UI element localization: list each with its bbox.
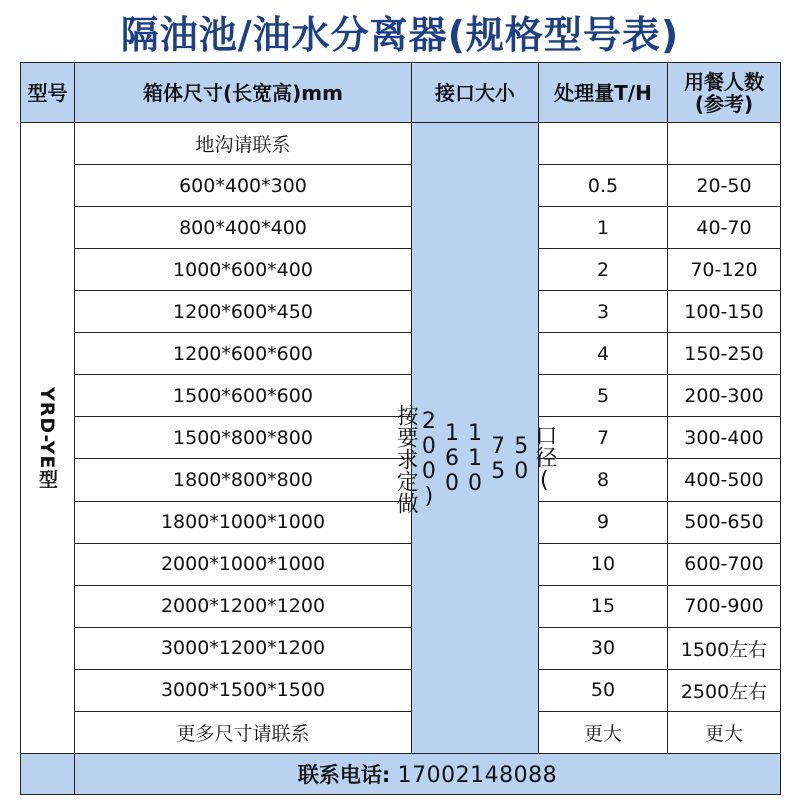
diners-cell: 200-300 [668, 375, 781, 417]
header-model: 型号 [21, 63, 75, 123]
table-row [21, 123, 781, 165]
page-title: 隔油池/油水分离器(规格型号表) [120, 12, 680, 57]
capacity-cell: 5 [539, 375, 668, 417]
table-row [21, 207, 781, 249]
capacity-cell: 3 [539, 291, 668, 333]
size-cell: 地沟请联系 [75, 123, 412, 165]
size-cell: 3000*1500*1500 [75, 669, 412, 711]
diners-cell: 600-700 [668, 543, 781, 585]
capacity-cell: 1 [539, 207, 668, 249]
table-header-row [21, 63, 781, 123]
footer-row [21, 753, 781, 794]
diners-cell: 500-650 [668, 501, 781, 543]
size-cell: 1500*800*800 [75, 417, 412, 459]
capacity-cell: 7 [539, 417, 668, 459]
header-capacity: 处理量T/H [539, 63, 668, 123]
model-cell [21, 123, 75, 754]
diners-cell: 20-50 [668, 165, 781, 207]
capacity-cell: 15 [539, 585, 668, 627]
table-row [21, 543, 781, 585]
capacity-cell: 50 [539, 669, 668, 711]
table-row [21, 249, 781, 291]
diners-cell: 700-900 [668, 585, 781, 627]
header-dimensions: 箱体尺寸(长宽高)mm [75, 63, 412, 123]
contact-label: 联系电话: [297, 762, 391, 787]
diners-cell: 2500左右 [668, 669, 781, 711]
diners-cell: 300-400 [668, 417, 781, 459]
size-cell: 1200*600*600 [75, 333, 412, 375]
size-cell: 800*400*400 [75, 207, 412, 249]
contact-phone: 17002148088 [397, 762, 558, 788]
table-row [21, 585, 781, 627]
size-cell: 1800*800*800 [75, 459, 412, 501]
diners-cell: 400-500 [668, 459, 781, 501]
diners-cell: 70-120 [668, 249, 781, 291]
size-cell: 600*400*300 [75, 165, 412, 207]
table-row [21, 669, 781, 711]
size-cell: 3000*1200*1200 [75, 627, 412, 669]
capacity-cell: 9 [539, 501, 668, 543]
header-diners: 用餐人数 (参考) [668, 63, 781, 123]
size-cell: 1500*600*600 [75, 375, 412, 417]
capacity-cell [539, 123, 668, 165]
spec-table [20, 62, 781, 795]
port-size-text: 口径( 50 75 110 160 200) 按要求定做 [393, 403, 557, 514]
table-row [21, 711, 781, 753]
size-cell: 1000*600*400 [75, 249, 412, 291]
capacity-cell: 更大 [539, 711, 668, 753]
diners-cell: 150-250 [668, 333, 781, 375]
header-port: 接口大小 [412, 63, 539, 123]
capacity-cell: 4 [539, 333, 668, 375]
diners-cell: 更大 [668, 711, 781, 753]
table-row [21, 627, 781, 669]
contact-cell [75, 753, 781, 794]
size-cell: 1200*600*450 [75, 291, 412, 333]
model-name: YRD-YE型 [36, 386, 58, 490]
diners-cell [668, 123, 781, 165]
size-cell: 更多尺寸请联系 [75, 711, 412, 753]
size-cell: 2000*1000*1000 [75, 543, 412, 585]
capacity-cell: 8 [539, 459, 668, 501]
diners-cell: 1500左右 [668, 627, 781, 669]
table-body [21, 123, 781, 754]
port-size-cell [393, 165, 557, 754]
capacity-cell: 10 [539, 543, 668, 585]
size-cell: 1800*1000*1000 [75, 501, 412, 543]
table-row [21, 165, 781, 207]
diners-cell: 100-150 [668, 291, 781, 333]
diners-cell: 40-70 [668, 207, 781, 249]
table-row [21, 333, 781, 375]
port-cell [412, 123, 539, 165]
capacity-cell: 30 [539, 627, 668, 669]
table-row [21, 291, 781, 333]
size-cell: 2000*1200*1200 [75, 585, 412, 627]
capacity-cell: 2 [539, 249, 668, 291]
capacity-cell: 0.5 [539, 165, 668, 207]
